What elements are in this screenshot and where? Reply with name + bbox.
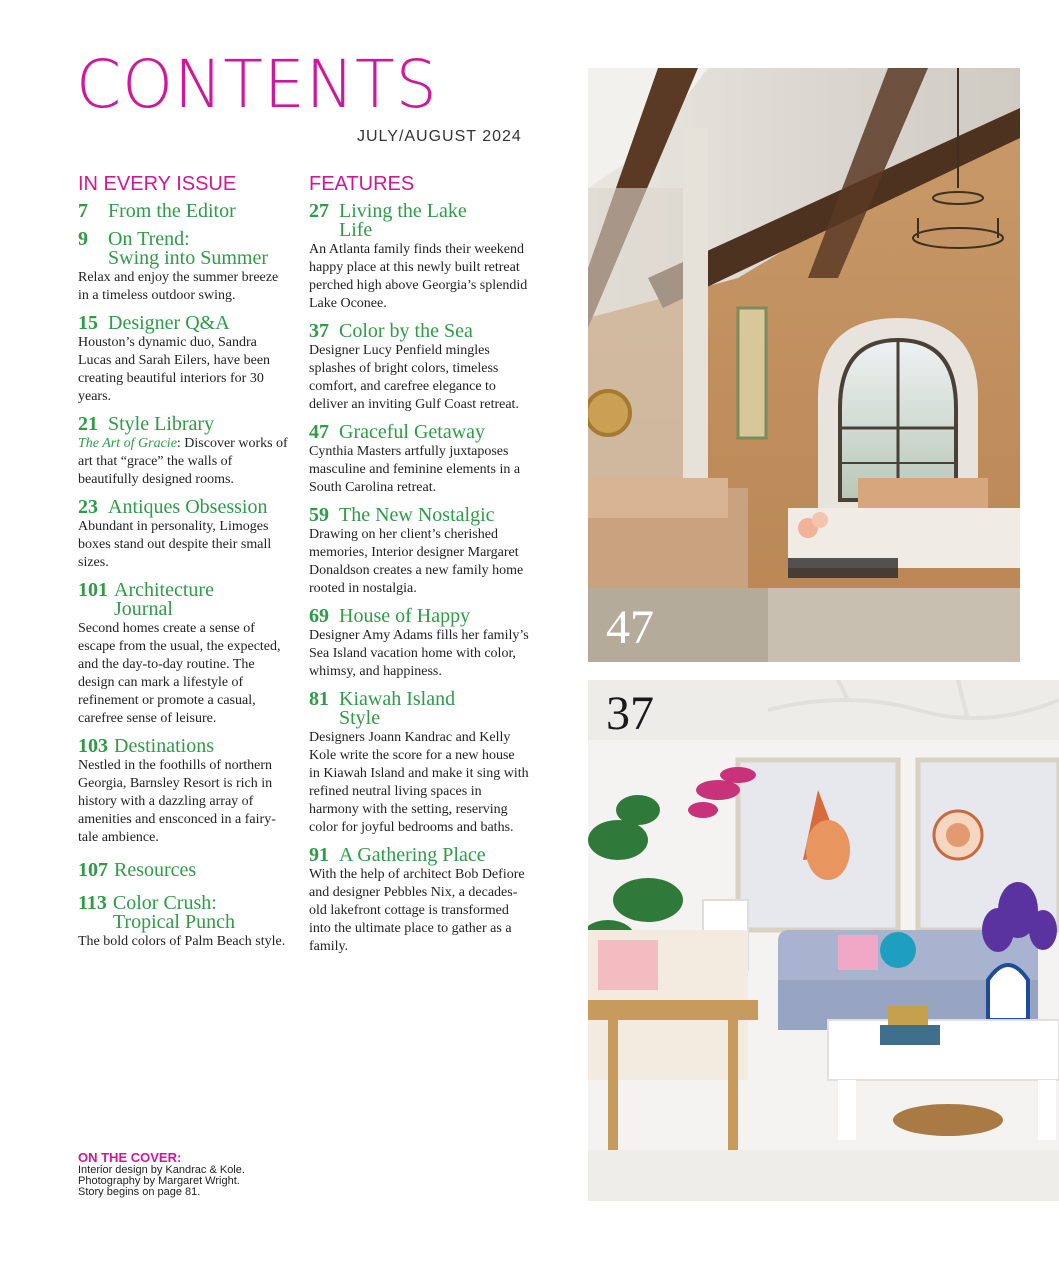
entry-page: 21	[78, 413, 98, 435]
entry-page: 15	[78, 312, 98, 334]
entry-description: Nestled in the foothills of northern Georgia, Barnsley Resort is rich in history with a dazzling array of amenities and ensconced in a fairy-tale ambience.	[78, 758, 276, 845]
entry-page: 7	[78, 200, 88, 222]
issue-date: JULY/AUGUST 2024	[357, 128, 522, 145]
entry-page: 107	[78, 859, 108, 881]
toc-entry[interactable]	[309, 202, 529, 313]
cover-credit	[78, 1151, 298, 1198]
entry-description: Designer Lucy Penfield mingles splashes of bright colors, timeless comfort, and carefree elegance to deliver an inviting Gulf Coast retreat.	[309, 343, 519, 412]
feature-photo-vaulted-room[interactable]	[588, 68, 1020, 662]
toc-entry[interactable]	[78, 415, 292, 489]
entry-title: Kiawah Island	[339, 688, 456, 710]
cover-heading: ON THE COVER:	[78, 1150, 182, 1165]
entry-title: House of Happy	[339, 605, 471, 627]
entry-title: From the Editor	[108, 200, 236, 222]
photo-page-label: 47	[606, 601, 654, 654]
entry-title: Style Library	[108, 413, 215, 435]
room-illustration	[588, 68, 1020, 662]
entry-title: The New Nostalgic	[339, 504, 495, 526]
entry-description: Drawing on her client’s cherished memories, Interior designer Margaret Donaldson creates a new family home rooted in nostalgia.	[309, 527, 524, 596]
entry-title: Color by the Sea	[339, 320, 473, 342]
entry-title-cont: Journal	[114, 598, 173, 620]
toc-entry[interactable]	[78, 498, 292, 572]
toc-entry[interactable]	[78, 894, 292, 951]
toc-entry[interactable]	[78, 581, 292, 728]
toc-entry[interactable]	[78, 314, 292, 406]
entry-title: Antiques Obsession	[108, 496, 268, 518]
entry-page: 101	[78, 579, 108, 601]
page-title: CONTENTS	[76, 46, 438, 123]
entry-description: Abundant in personality, Limoges boxes stand out despite their small sizes.	[78, 519, 272, 570]
features-column	[309, 172, 529, 965]
toc-entry[interactable]	[78, 202, 292, 221]
entry-description: Designers Joann Kandrac and Kelly Kole write the score for a new house in Kiawah Island and make it sing with refined neutral living spaces in harmony with the setting, reserving color for joyful bedrooms and baths.	[309, 730, 529, 835]
entry-page: 23	[78, 496, 98, 518]
toc-entry[interactable]	[78, 737, 292, 847]
entry-title-cont: Life	[339, 219, 373, 241]
entry-description: With the help of architect Bob Defiore and designer Pebbles Nix, a decades-old lakefront cottage is transformed into the ultimate place to gather as a family.	[309, 867, 525, 954]
entry-title: Graceful Getaway	[339, 421, 486, 443]
entry-title: On Trend:	[108, 228, 190, 250]
feature-photo-coastal-room[interactable]	[588, 680, 1059, 1201]
features-heading: FEATURES	[309, 173, 415, 195]
entry-description	[78, 435, 292, 489]
entry-title: Resources	[114, 859, 197, 881]
room-illustration	[588, 680, 1059, 1201]
toc-entry[interactable]	[309, 506, 529, 598]
entry-description: Relax and enjoy the summer breeze in a timeless outdoor swing.	[78, 270, 279, 303]
entry-description: Cynthia Masters artfully juxtaposes masculine and feminine elements in a South Carolina retreat.	[309, 444, 521, 495]
entry-page: 91	[309, 844, 329, 866]
toc-entry[interactable]	[309, 322, 529, 414]
entry-page: 59	[309, 504, 329, 526]
entry-page: 47	[309, 421, 329, 443]
entry-page: 9	[78, 228, 88, 250]
cover-credit-line: Story begins on page 81.	[78, 1186, 201, 1198]
photo-page-label: 37	[606, 687, 654, 740]
entry-page: 37	[309, 320, 329, 342]
entry-title: Designer Q&A	[108, 312, 230, 334]
toc-entry[interactable]	[309, 846, 529, 956]
entry-title: Architecture	[114, 579, 214, 601]
entry-page: 27	[309, 200, 329, 222]
toc-entry[interactable]	[309, 423, 529, 497]
cover-credit-line: Photography by Margaret Wright.	[78, 1175, 240, 1187]
entry-description: Designer Amy Adams fills her family’s Sea Island vacation home with color, whimsy, and happiness.	[309, 628, 529, 679]
entry-description: The bold colors of Palm Beach style.	[78, 934, 286, 949]
entry-description: Houston’s dynamic duo, Sandra Lucas and Sarah Eilers, have been creating beautiful interiors for 30 years.	[78, 335, 271, 404]
toc-entry[interactable]	[78, 230, 292, 305]
entry-title-cont: Style	[339, 707, 381, 729]
entry-title: A Gathering Place	[339, 844, 486, 866]
entry-description: An Atlanta family finds their weekend happy place at this newly built retreat perched high above Georgia’s splendid Lake Oconee.	[309, 242, 528, 311]
entry-page: 81	[309, 688, 329, 710]
entry-page: 69	[309, 605, 329, 627]
toc-entry[interactable]	[78, 861, 292, 880]
entry-title: Color Crush:	[112, 892, 217, 914]
every-issue-column	[78, 172, 292, 960]
entry-description-text: : Discover works of art that “grace” the walls of beautifully designed rooms.	[78, 436, 288, 487]
every-issue-heading: IN EVERY ISSUE	[78, 173, 237, 195]
entry-title-cont: Tropical Punch	[112, 911, 235, 933]
entry-title-cont: Swing into Summer	[108, 247, 269, 269]
entry-title: Living the Lake	[339, 200, 467, 222]
toc-entry[interactable]	[309, 690, 529, 837]
entry-title: Destinations	[114, 735, 214, 757]
entry-page: 113	[78, 892, 107, 914]
entry-page: 103	[78, 735, 108, 757]
entry-description: Second homes create a sense of escape from the usual, the expected, and the day-to-day routine. The design can mark a lifestyle of refinement or promote a casual, carefree sense of leisure.	[78, 621, 281, 726]
entry-italic-title: The Art of Gracie	[78, 436, 177, 451]
toc-entry[interactable]	[309, 607, 529, 681]
cover-credit-line: Interior design by Kandrac & Kole.	[78, 1164, 245, 1176]
